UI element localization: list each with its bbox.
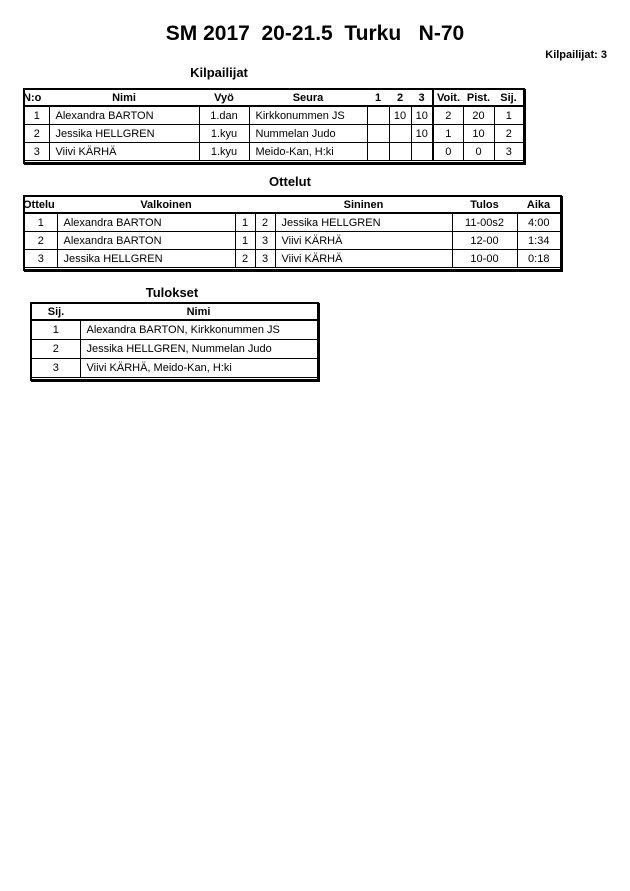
- competitor-no: 1: [25, 106, 49, 125]
- match-row: [25, 250, 560, 268]
- matches-header-row: [25, 197, 560, 213]
- match-blue-name: Jessika HELLGREN: [275, 213, 452, 232]
- competitor-no: 2: [25, 125, 49, 143]
- competitor-r2: [389, 143, 411, 161]
- match-blue-name: Viivi KÄRHÄ: [275, 250, 452, 268]
- competitors-col-r3: 3: [411, 90, 433, 106]
- competitor-wins: 1: [433, 125, 463, 143]
- competitor-r2: 10: [389, 106, 411, 125]
- competitors-header-row: [25, 90, 523, 106]
- result-row: [32, 320, 317, 340]
- matches-section-heading: Ottelut: [269, 174, 311, 189]
- competitors-col-club: Seura: [249, 90, 367, 106]
- match-white-name: Alexandra BARTON: [57, 232, 235, 250]
- result-name: Jessika HELLGREN, Nummelan Judo: [80, 340, 317, 359]
- results-header-row: [32, 304, 317, 320]
- competitor-r2: [389, 125, 411, 143]
- competitor-name: Viivi KÄRHÄ: [49, 143, 199, 161]
- competitors-col-belt: Vyö: [199, 90, 249, 106]
- results-col-name: Nimi: [80, 304, 317, 320]
- competitor-club: Kirkkonummen JS: [249, 106, 367, 125]
- competitor-place: 3: [494, 143, 523, 161]
- matches-col-match: Ottelu: [25, 197, 57, 213]
- competitor-row: [25, 143, 523, 161]
- competitor-club: Meido-Kan, H:ki: [249, 143, 367, 161]
- match-no: 3: [25, 250, 57, 268]
- results-table-grid: [32, 304, 317, 378]
- matches-col-white: Valkoinen: [57, 197, 275, 213]
- competitor-belt: 1.kyu: [199, 143, 249, 161]
- match-time: 4:00: [517, 213, 560, 232]
- result-place: 3: [32, 359, 80, 378]
- competitors-col-name: Nimi: [49, 90, 199, 106]
- match-no: 2: [25, 232, 57, 250]
- competitors-col-place: Sij.: [494, 90, 523, 106]
- competitor-wins: 0: [433, 143, 463, 161]
- result-row: [32, 359, 317, 378]
- competitors-col-no: N:o: [25, 90, 49, 106]
- match-blue-no: 3: [255, 232, 275, 250]
- results-table: [30, 302, 319, 381]
- competitor-row: [25, 125, 523, 143]
- competitor-name: Jessika HELLGREN: [49, 125, 199, 143]
- competitor-place: 1: [494, 106, 523, 125]
- match-row: [25, 232, 560, 250]
- results-section-heading: Tulokset: [145, 285, 199, 300]
- match-white-no: 1: [235, 213, 255, 232]
- match-time: 1:34: [517, 232, 560, 250]
- competitor-no: 3: [25, 143, 49, 161]
- competitors-col-wins: Voit.: [433, 90, 463, 106]
- competitor-belt: 1.kyu: [199, 125, 249, 143]
- match-white-no: 2: [235, 250, 255, 268]
- result-place: 1: [32, 320, 80, 340]
- match-no: 1: [25, 213, 57, 232]
- match-white-no: 1: [235, 232, 255, 250]
- competitor-r1: [367, 143, 389, 161]
- matches-col-blue: Sininen: [275, 197, 452, 213]
- match-white-name: Jessika HELLGREN: [57, 250, 235, 268]
- competitors-section-heading: Kilpailijat: [190, 65, 248, 80]
- matches-table: [23, 195, 562, 271]
- competitors-col-points: Pist.: [463, 90, 494, 106]
- competitors-col-r2: 2: [389, 90, 411, 106]
- competitor-name: Alexandra BARTON: [49, 106, 199, 125]
- competitor-r1: [367, 106, 389, 125]
- competitor-row: [25, 106, 523, 125]
- competitor-r3: 10: [411, 125, 433, 143]
- result-name: Alexandra BARTON, Kirkkonummen JS: [80, 320, 317, 340]
- competitor-points: 0: [463, 143, 494, 161]
- competitor-r1: [367, 125, 389, 143]
- result-name: Viivi KÄRHÄ, Meido-Kan, H:ki: [80, 359, 317, 378]
- matches-col-result: Tulos: [452, 197, 517, 213]
- competitor-points: 10: [463, 125, 494, 143]
- competitors-col-r1: 1: [367, 90, 389, 106]
- result-place: 2: [32, 340, 80, 359]
- match-blue-no: 2: [255, 213, 275, 232]
- competitor-place: 2: [494, 125, 523, 143]
- match-result: 12-00: [452, 232, 517, 250]
- competitor-belt: 1.dan: [199, 106, 249, 125]
- matches-table-grid: [25, 197, 560, 268]
- matches-col-time: Aika: [517, 197, 560, 213]
- match-result: 11-00s2: [452, 213, 517, 232]
- results-col-place: Sij.: [32, 304, 80, 320]
- match-blue-name: Viivi KÄRHÄ: [275, 232, 452, 250]
- match-time: 0:18: [517, 250, 560, 268]
- competitors-count-label: Kilpailijat: 3: [545, 49, 607, 61]
- competitors-table-grid: [25, 90, 523, 161]
- match-blue-no: 3: [255, 250, 275, 268]
- competitor-r3: [411, 143, 433, 161]
- competitors-table: [23, 88, 525, 164]
- competitor-points: 20: [463, 106, 494, 125]
- competitor-wins: 2: [433, 106, 463, 125]
- result-row: [32, 340, 317, 359]
- competitor-club: Nummelan Judo: [249, 125, 367, 143]
- page-title: SM 2017 20-21.5 Turku N-70: [165, 22, 465, 45]
- match-white-name: Alexandra BARTON: [57, 213, 235, 232]
- match-row: [25, 213, 560, 232]
- competitor-r3: 10: [411, 106, 433, 125]
- match-result: 10-00: [452, 250, 517, 268]
